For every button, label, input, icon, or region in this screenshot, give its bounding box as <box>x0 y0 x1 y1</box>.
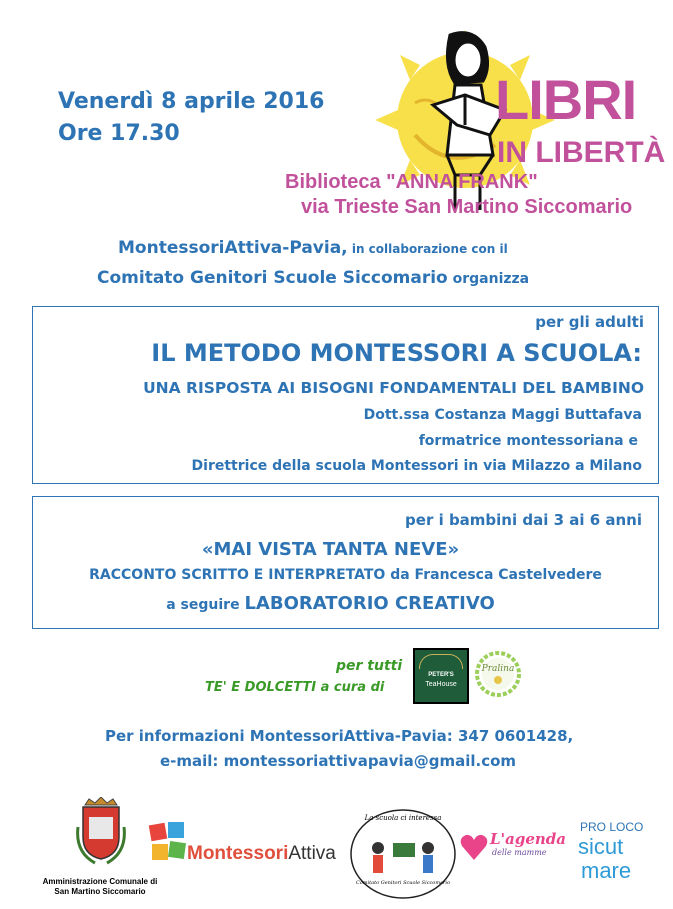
organizer-collab: in collaborazione con il <box>347 242 508 256</box>
everyone-offer: TE' E DOLCETTI a cura di <box>205 680 385 695</box>
comune-coat-of-arms <box>75 797 127 867</box>
event-date: Venerdì 8 aprile 2016 <box>58 89 325 114</box>
adults-audience: per gli adulti <box>535 313 644 331</box>
libri-title: LIBRI <box>495 68 637 131</box>
library-name: Biblioteca "ANNA FRANK" <box>285 171 538 193</box>
proloco-mare: mare <box>581 858 632 883</box>
mamme-word: delle mamme <box>492 848 547 857</box>
children-follow <box>3 593 658 614</box>
libri-subtitle: IN LIBERTÀ <box>497 136 666 169</box>
follow-text: a seguire <box>166 597 245 613</box>
adults-title: IL METODO MONTESSORI A SCUOLA: <box>151 339 642 367</box>
peters-line2: TeaHouse <box>425 681 457 688</box>
everyone-audience: per tutti <box>336 658 403 674</box>
speaker-name: Dott.ssa Costanza Maggi Buttafava <box>363 407 642 423</box>
speaker-role: formatrice montessoriana e <box>418 433 638 449</box>
children-title: «MAI VISTA TANTA NEVE» <box>201 539 460 560</box>
story-author: da Francesca Castelvedere <box>385 567 602 583</box>
organizer-line-1 <box>118 238 508 258</box>
organizer-main: MontessoriAttiva-Pavia, <box>118 238 348 258</box>
comitato-genitori-logo <box>348 808 458 900</box>
coat-of-arms-icon <box>75 797 127 867</box>
speaker-affiliation: Direttrice della scuola Montessori in via Milazzo a Milano <box>191 458 642 474</box>
peters-line1: PETER'S <box>428 672 454 678</box>
children-audience: per i bambini dai 3 ai 6 anni <box>405 511 642 529</box>
organizer-line-2 <box>97 268 529 288</box>
pralina-wreath-icon <box>473 649 523 699</box>
peters-teahouse-logo <box>413 648 469 704</box>
organizza-text: organizza <box>447 271 530 287</box>
heart-icon <box>460 832 488 862</box>
story-caps: RACCONTO SCRITTO E INTERPRETATO <box>89 567 386 583</box>
children-section <box>32 496 659 629</box>
agenda-mamme-logo <box>460 828 568 868</box>
pralina-text: Pralina <box>481 664 515 674</box>
comune-caption <box>20 877 180 897</box>
lab-title: LABORATORIO CREATIVO <box>244 593 495 614</box>
comune-line-2: San Martino Siccomario <box>54 887 146 896</box>
attiva-word: Attiva <box>288 843 336 864</box>
children-story <box>33 567 658 583</box>
agenda-word: L'agenda <box>490 830 567 848</box>
library-address: via Trieste San Martino Siccomario <box>301 196 633 218</box>
proloco-label: PRO LOCO <box>580 820 644 834</box>
proloco-logo <box>578 820 648 886</box>
event-datetime <box>58 86 324 150</box>
comune-line-1: Amministrazione Comunale di <box>42 877 158 886</box>
adults-subtitle: UNA RISPOSTA AI BISOGNI FONDAMENTALI DEL BAMBINO <box>143 379 644 397</box>
scuola-arc-text: La scuola ci interessa <box>364 814 442 822</box>
scuola-bottom-text: Comitato Genitori Scuole Siccomario <box>355 880 451 886</box>
montessoriattiva-logo-text <box>187 843 336 865</box>
proloco-sicut: sicut <box>578 834 624 859</box>
montessori-blocks-icon <box>148 820 188 864</box>
montessori-word: Montessori <box>187 843 289 864</box>
event-time: Ore 17.30 <box>58 121 180 146</box>
committee-name: Comitato Genitori Scuole Siccomario <box>97 268 448 288</box>
adults-section <box>32 306 659 484</box>
pralina-logo <box>473 649 523 699</box>
contact-email: e-mail: montessoriattivapavia@gmail.com <box>160 752 517 770</box>
contact-phone: Per informazioni MontessoriAttiva-Pavia: 347 0601428, <box>105 727 574 745</box>
